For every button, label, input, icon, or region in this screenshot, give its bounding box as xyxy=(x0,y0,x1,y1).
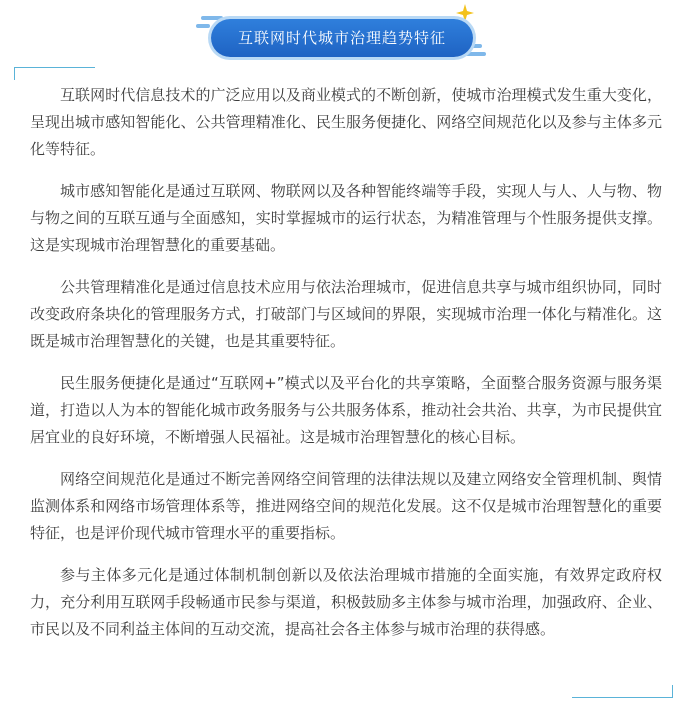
paragraph-participants: 参与主体多元化是通过体制机制创新以及依法治理城市措施的全面实施，有效界定政府权力，充分利用互联网手段畅通市民参与渠道，积极鼓励多主体参与城市治理，加强政府、企业、市民以及不同利益主体间的互动交流，提高社会各主体参与城市治理的获得感。 xyxy=(30,566,662,638)
section-title: 互联网时代城市治理趋势特征 xyxy=(211,19,473,57)
frame-corner-bottom-right xyxy=(572,685,673,698)
frame-corner-top-left xyxy=(14,67,95,80)
article-body xyxy=(30,82,662,658)
paragraph-intro: 互联网时代信息技术的广泛应用以及商业模式的不断创新，使城市治理模式发生重大变化，呈现出城市感知智能化、公共管理精准化、民生服务便捷化、网络空间规范化以及参与主体多元化等特征。 xyxy=(30,86,662,158)
left-stripe-top xyxy=(201,16,223,20)
paragraph-cyberspace: 网络空间规范化是通过不断完善网络空间管理的法律法规以及建立网络安全管理机制、舆情监测体系和网络市场管理体系等，推进网络空间的规范化发展。这不仅是城市治理智慧化的重要特征，也是评价现代城市管理水平的重要指标。 xyxy=(30,470,662,542)
paragraph-city-perception: 城市感知智能化是通过互联网、物联网以及各种智能终端等手段，实现人与人、人与物、物与物之间的互联互通与全面感知，实时掌握城市的运行状态，为精准管理与个性服务提供支撑。这是实现城市治理智慧化的重要基础。 xyxy=(30,182,662,254)
paragraph-public-management: 公共管理精准化是通过信息技术应用与依法治理城市，促进信息共享与城市组织协同，同时改变政府条块化的管理服务方式，打破部门与区域间的界限，实现城市治理一体化与精准化。这既是城市治理智慧化的关键，也是其重要特征。 xyxy=(30,278,662,350)
paragraph-public-services: 民生服务便捷化是通过“互联网+”模式以及平台化的共享策略，全面整合服务资源与服务渠道，打造以人为本的智能化城市政务服务与公共服务体系，推动社会共治、共享，为市民提供宜居宜业的良好环境，不断增强人民福祉。这是城市治理智慧化的核心目标。 xyxy=(30,374,662,446)
left-stripe-bottom xyxy=(196,24,210,28)
